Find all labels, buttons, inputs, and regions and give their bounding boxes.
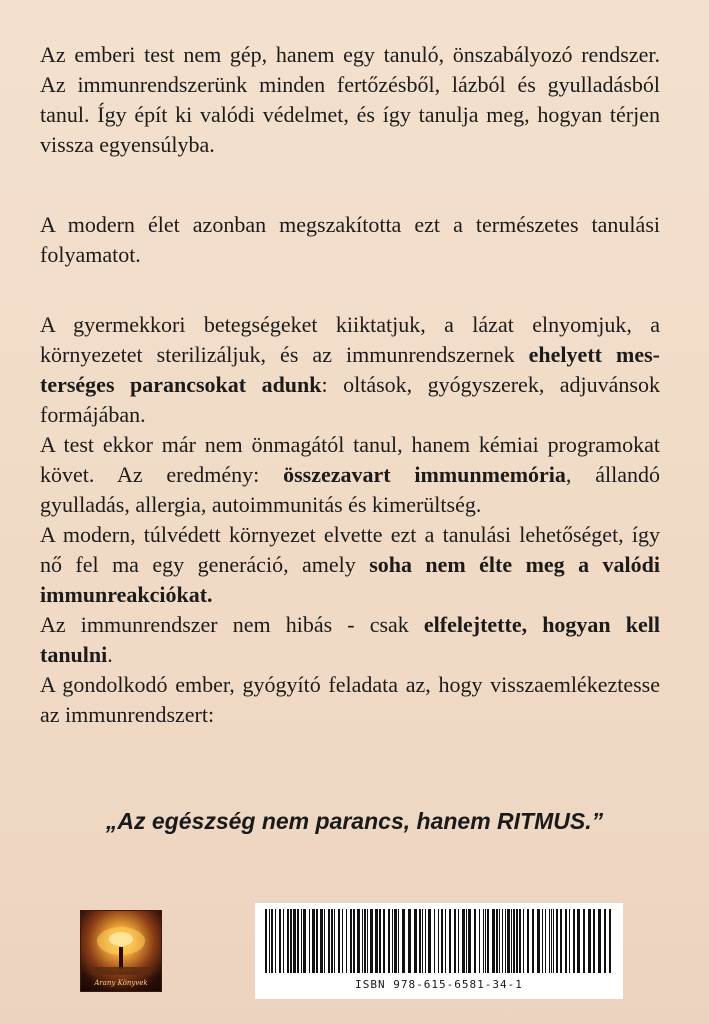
publisher-logo-icon bbox=[80, 910, 162, 992]
paragraph-3-bold: ehelyett mesterséges parancsokat adunk bbox=[40, 342, 660, 397]
paragraph-4-bold: összezavart immunmemória bbox=[283, 462, 566, 487]
paragraph-1-text: Az emberi test nem gép, hanem egy tanuló, önszabályozó rendszer. Az immunrendszerünk minden fertőzésből, lázból és gyulladásból tanul. Így épít ki valódi védelmet, és így tanulja meg, hogyan térjen vissza egyensúlyba. bbox=[40, 42, 660, 157]
closing-quote: „Az egészség nem parancs, hanem RITMUS.” bbox=[105, 808, 604, 834]
paragraph-5 bbox=[40, 520, 660, 610]
paragraph-6-text-c: . bbox=[107, 642, 113, 667]
barcode-bars-icon bbox=[261, 909, 617, 975]
paragraph-4-text-c: , állandó gyulladás, allergia, autoimmunitás és kimerültség. bbox=[40, 462, 660, 517]
paragraph-4-text-a: A test ekkor már nem önmagától tanul, hanem kémiai programokat követ. Az eredmény: bbox=[40, 432, 660, 487]
paragraph-7-text: A gondolkodó ember, gyógyító feladata az, hogy visszaemlékeztesse az immunrendszert: bbox=[40, 672, 660, 727]
paragraph-2-text: A modern élet azonban megszakította ezt a természetes tanulási folyamatot. bbox=[40, 212, 660, 267]
paragraph-1 bbox=[40, 40, 660, 160]
paragraph-4 bbox=[40, 430, 660, 520]
isbn-barcode bbox=[255, 903, 623, 999]
paragraph-3-text-c: : oltások, gyógyszerek, adjuvánsok formájában. bbox=[40, 372, 660, 427]
isbn-text: ISBN 978-615-6581-34-1 bbox=[355, 978, 523, 991]
paragraph-7 bbox=[40, 670, 660, 730]
paragraph-5-text-a: A modern, túlvédett környezet elvette ezt a tanulási lehetőséget, így nő fel ma egy generáció, amely bbox=[40, 522, 660, 577]
publisher-logo-label: Arany Könyvek bbox=[94, 979, 148, 987]
paragraph-group bbox=[40, 310, 660, 730]
paragraph-3-text-a: A gyermekkori betegségeket kiiktatjuk, a lázat elnyomjuk, a környezetet sterilizáljuk, és az immunrendszernek bbox=[40, 312, 660, 367]
paragraph-6 bbox=[40, 610, 660, 670]
paragraph-3 bbox=[40, 310, 660, 430]
paragraph-5-bold: soha nem élte meg a valódi immunreakciókat. bbox=[40, 552, 660, 607]
paragraph-6-text-a: Az immunrendszer nem hibás - csak bbox=[40, 612, 424, 637]
paragraph-2 bbox=[40, 210, 660, 270]
paragraph-6-bold: elfelejtette, hogyan kell tanulni bbox=[40, 612, 661, 667]
